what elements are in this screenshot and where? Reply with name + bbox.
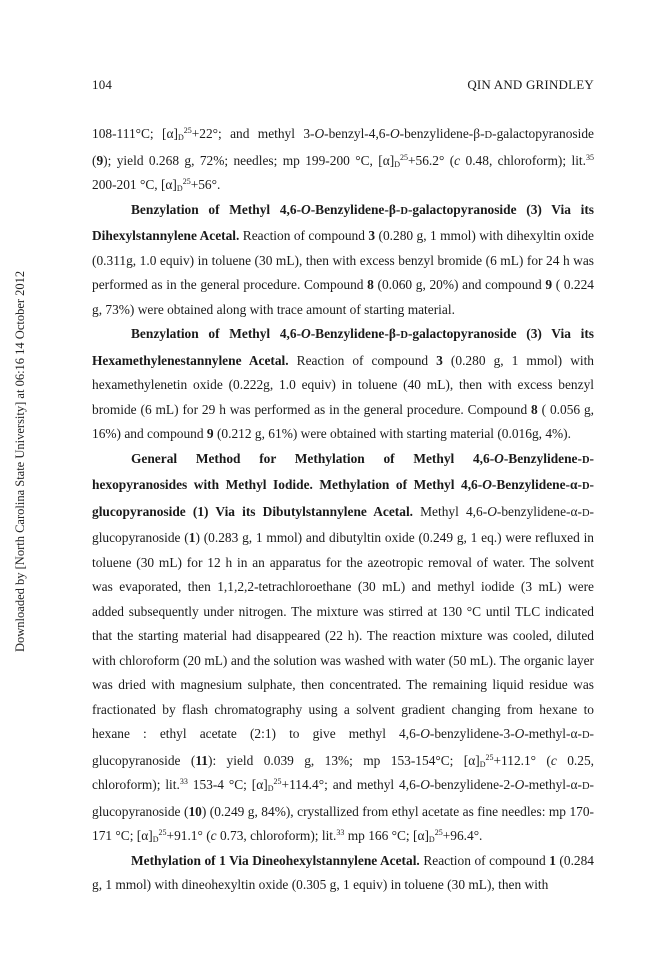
section-heading: General Method for Methylation of Methyl 4,6-O-Benzylidene-D-hexopyranosides with Methyl Iodide. Methylation of Methyl 4,6-O-Benzylidene-α-D-glucopyranoside (1) Via its Dibutylstannylene Acetal.: [92, 450, 594, 519]
download-watermark: Downloaded by [North Carolina State University] at 06:16 14 October 2012: [13, 270, 27, 652]
running-header: [92, 77, 594, 95]
paragraph-3: Benzylation of Methyl 4,6-O-Benzylidene-β-D-galactopyranoside (3) Via its Hexamethylenestannylene Acetal. Reaction of compound 3 (0.280 g, 1 mmol) with hexamethylenetin oxide (0.222g, 1.0 equiv) in toluene (40 mL), then with excess benzyl bromide (6 mL) for 29 h was performed as in the general procedure. Compound 8 ( 0.056 g, 16%) and compound 9 (0.212 g, 61%) were obtained with starting material (0.016g, 4%).: [92, 326, 595, 441]
article-body: [92, 122, 594, 898]
paragraph-1: 108-111°C; $[\alpha]_D^{25}+22^\circ$; and methyl 3-O-benzyl-4,6-O-benzylidene-β-D-galactopyranoside (9); yield 0.268 g, 72%; needles; mp 199-200 °C, $[\alpha]_D^{25}+56.2^\circ$ (c 0.48, chloroform); lit.$^{35}$ 200-201 °C, $[\alpha]_D^{25}+56^\circ$.: [92, 126, 594, 193]
section-heading: Benzylation of Methyl 4,6-O-Benzylidene-β-D-galactopyranoside (3) Via its Hexamethylenestannylene Acetal.: [92, 326, 594, 368]
running-head: QIN AND GRINDLEY: [467, 77, 594, 92]
paragraph-4: General Method for Methylation of Methyl 4,6-O-Benzylidene-D-hexopyranosides with Methyl Iodide. Methylation of Methyl 4,6-O-Benzylidene-α-D-glucopyranoside (1) Via its Dibutylstannylene Acetal. Methyl 4,6-O-benzylidene-α-D-glucopyranoside (1) (0.283 g, 1 mmol) and dibutyltin oxide (0.249 g, 1 eq.) were refluxed in toluene (30 mL) for 12 h in an apparatus for the azeotropic removal of water. The solvent was evaporated, then 1,1,2,2-tetrachloroethane (30 mL) and methyl iodide (3 mL) were added subsequently under nitrogen. The mixture was stirred at 130 °C until TLC indicated that the starting material had disappeared (22 h). The reaction mixture was cooled, diluted with chloroform (20 mL) and the solution was washed with water (50 mL). The organic layer was dried with magnesium sulphate, then concentrated. The remaining liquid residue was fractionated by flash chromatography using a solvent gradient changing from hexane to hexane : ethyl acetate (2:1) to give methyl 4,6-O-benzylidene-3-O-methyl-α-D-glucopyranoside (11): yield 0.039 g, 13%; mp 153-154°C; $[\alpha]_D^{25}+112.1^\circ$ (c 0.25, chloroform); lit.$^{33}$ 153-4 °C; $[\alpha]_D^{25}+114.4^\circ$; and methyl 4,6-O-benzylidene-2-O-methyl-α-D-glucopyranoside (10) (0.249 g, 84%), crystallized from ethyl acetate as fine needles: mp 170-171 °C; $[\alpha]_D^{25}+91.1^\circ$ (c 0.73, chloroform); lit.$^{33}$ mp 166 °C; $[\alpha]_D^{25}+96.4^\circ$.: [92, 450, 595, 844]
page-number: 104: [92, 77, 113, 92]
section-heading: Methylation of 1 Via Dineohexylstannylene Acetal.: [131, 852, 420, 868]
section-heading: Benzylation of Methyl 4,6-O-Benzylidene-β-D-galactopyranoside (3) Via its Dihexylstannylene Acetal.: [92, 201, 594, 243]
paragraph-2: Benzylation of Methyl 4,6-O-Benzylidene-β-D-galactopyranoside (3) Via its Dihexylstannylene Acetal. Reaction of compound 3 (0.280 g, 1 mmol) with dihexyltin oxide (0.311g, 1.0 equiv) in toluene (30 mL), then with excess benzyl bromide (6 mL) for 24 h was performed as in the general procedure. Compound 8 (0.060 g, 20%) and compound 9 ( 0.224 g, 73%) were obtained along with trace amount of starting material.: [92, 201, 595, 317]
paragraph-5: Methylation of 1 Via Dineohexylstannylene Acetal. Reaction of compound 1 (0.284 g, 1 mmol) with dineohexyltin oxide (0.305 g, 1 equiv) in toluene (30 mL), then with: [92, 852, 595, 892]
